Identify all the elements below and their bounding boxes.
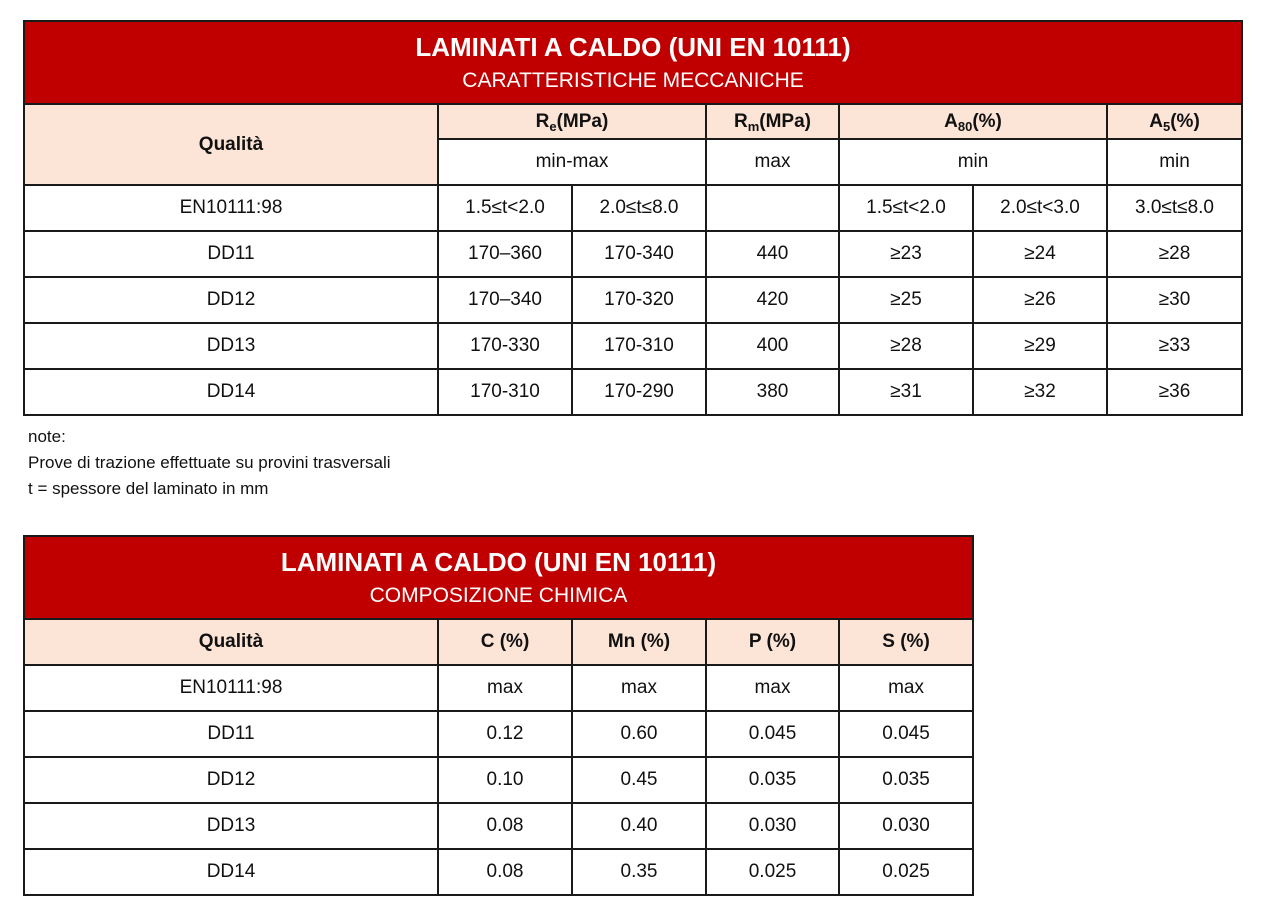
table-cell: max [572,665,706,711]
table-row [24,757,973,803]
quality-cell: DD11 [24,231,438,277]
table-cell: 170-310 [572,323,706,369]
notes [28,424,391,502]
a80-header: $A_{80}(\%)$ [839,104,1107,139]
table-row [24,711,973,757]
a5-limit: min [1107,139,1242,185]
table-cell: 440 [706,231,839,277]
table-row [24,369,1242,415]
mechanical-title-cell [24,21,1242,104]
quality-header: Qualità [24,104,438,185]
table-cell [706,185,839,231]
table-cell: 170-320 [572,277,706,323]
re-header: $R_e(MPa)$ [438,104,706,139]
standard-label: EN10111:98 [24,665,438,711]
table-cell: 400 [706,323,839,369]
table-cell: ≥30 [1107,277,1242,323]
table-cell: 0.45 [572,757,706,803]
rm-limit: max [706,139,839,185]
quality-cell: DD14 [24,369,438,415]
table-cell: 0.60 [572,711,706,757]
quality-cell: DD14 [24,849,438,895]
table-cell: ≥33 [1107,323,1242,369]
table-cell: 170-340 [572,231,706,277]
table-cell: 170-290 [572,369,706,415]
table-row [24,665,973,711]
table-cell: ≥24 [973,231,1107,277]
table-cell: 380 [706,369,839,415]
table-cell: 0.10 [438,757,572,803]
table-cell: 170–360 [438,231,572,277]
table-cell: 0.030 [839,803,973,849]
quality-cell: DD13 [24,803,438,849]
table-cell: 0.35 [572,849,706,895]
table-cell: ≥29 [973,323,1107,369]
table-cell: 0.08 [438,849,572,895]
table-cell: 170-310 [438,369,572,415]
table-cell: 0.40 [572,803,706,849]
table-cell: 0.035 [839,757,973,803]
a80-limit: min [839,139,1107,185]
a5-header: $A_5(\%)$ [1107,104,1242,139]
table-cell: ≥23 [839,231,973,277]
table-cell: 0.045 [839,711,973,757]
mechanical-subtitle: CARATTERISTICHE MECCANICHE [462,68,804,92]
table-cell: 3.0≤t≤8.0 [1107,185,1242,231]
table-cell: 170–340 [438,277,572,323]
table-cell: 0.035 [706,757,839,803]
table-cell: 0.025 [706,849,839,895]
quality-cell: DD13 [24,323,438,369]
table-cell: 0.030 [706,803,839,849]
phosphorus-header: P (%) [706,619,839,665]
notes-label: note: [28,427,66,446]
table-cell: ≥28 [1107,231,1242,277]
table-cell: 0.12 [438,711,572,757]
quality-cell: DD12 [24,277,438,323]
table-cell: 0.08 [438,803,572,849]
notes-line-1: Prove di trazione effettuate su provini trasversali [28,453,391,472]
table-cell: 2.0≤t≤8.0 [572,185,706,231]
table-cell: ≥28 [839,323,973,369]
table-cell: max [438,665,572,711]
table-cell: max [839,665,973,711]
table-cell: 0.045 [706,711,839,757]
table-cell: 1.5≤t<2.0 [438,185,572,231]
table-row [24,803,973,849]
table-row [24,849,973,895]
table-cell: 170-330 [438,323,572,369]
carbon-header: C (%) [438,619,572,665]
mechanical-title: LAMINATI A CALDO (UNI EN 10111) [415,32,851,63]
table-row [24,277,1242,323]
table-row [24,231,1242,277]
table-cell: max [706,665,839,711]
quality-header: Qualità [24,619,438,665]
standard-label: EN10111:98 [24,185,438,231]
table-cell: ≥26 [973,277,1107,323]
table-row [24,185,1242,231]
notes-line-2: t = spessore del laminato in mm [28,479,269,498]
chemical-subtitle: COMPOSIZIONE CHIMICA [369,583,628,607]
table-cell: ≥32 [973,369,1107,415]
re-limit: min-max [438,139,706,185]
quality-cell: DD11 [24,711,438,757]
table-cell: ≥31 [839,369,973,415]
quality-cell: DD12 [24,757,438,803]
table-cell: 420 [706,277,839,323]
table-cell: 0.025 [839,849,973,895]
mechanical-properties-table [23,20,1243,416]
table-cell: 2.0≤t<3.0 [973,185,1107,231]
table-cell: ≥25 [839,277,973,323]
sulfur-header: S (%) [839,619,973,665]
chemical-title-cell [24,536,973,619]
chemical-composition-table [23,535,974,896]
chemical-title: LAMINATI A CALDO (UNI EN 10111) [280,547,717,578]
rm-header: $R_m(MPa)$ [706,104,839,139]
table-cell: 1.5≤t<2.0 [839,185,973,231]
table-row [24,323,1242,369]
manganese-header: Mn (%) [572,619,706,665]
table-cell: ≥36 [1107,369,1242,415]
